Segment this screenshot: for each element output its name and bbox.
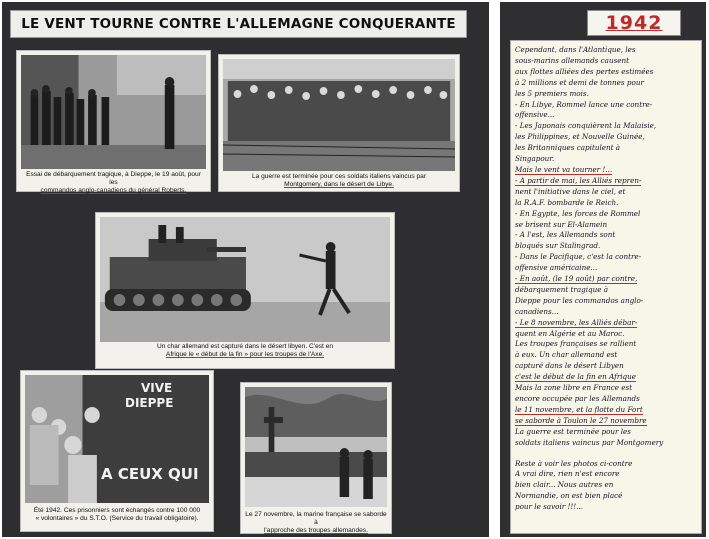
caption-line: Été 1942. Ces prisonniers sont échangés contre 100 000 [33, 507, 201, 514]
train-graffiti [101, 381, 199, 483]
note-line [515, 252, 699, 263]
note-line [515, 220, 699, 231]
note-line-text: Normandie, on est bien placé [515, 491, 623, 501]
note-line-text: - En août, (le 19 août) par contre, [515, 274, 638, 284]
graffiti-line: A CEUX QUI [101, 465, 199, 483]
note-line-text: les Britanniques capitulent à [515, 143, 621, 153]
note-line-text: aux flottes alliées des pertes estimées [515, 66, 654, 76]
note-line-text: bloqués sur Stalingrad. [515, 241, 601, 251]
note-line [515, 480, 699, 491]
note-line-text: soldats italiens vaincus par Montgomery [515, 437, 664, 447]
note-line-text: canadiens... [515, 306, 559, 316]
note-line [515, 176, 699, 187]
photo-italian-prisoners [223, 59, 455, 171]
note-line [515, 263, 699, 274]
note-line-text: offensive... [515, 110, 555, 120]
graffiti-line: VIVE [141, 381, 173, 395]
note-line-text: les Philippines, et Nouvelle Guinée, [515, 132, 645, 142]
caption-line: Afrique le « début de la fin » pour les troupes de l'Axe. [165, 351, 325, 358]
note-line [515, 361, 699, 372]
note-line-text: - Les Japonais conquièrent la Malaisie, [515, 121, 657, 131]
caption-line: Essai de débarquement tragique, à Dieppe, le 19 août, pour les [26, 171, 201, 186]
note-line-text: offensive américaine... [515, 263, 598, 273]
note-line [515, 67, 699, 78]
photo-card-captured-tank [95, 212, 395, 369]
caption-line: Le 27 novembre, la marine française se saborde à [245, 511, 387, 526]
note-line [515, 502, 699, 513]
note-line-text: - En Egypte, les forces de Rommel [515, 208, 641, 218]
note-line-text: à 2 millions et demi de tonnes pour [515, 77, 644, 87]
note-line [515, 143, 699, 154]
note-line [515, 285, 699, 296]
page-title-banner [10, 10, 467, 38]
note-line [515, 427, 699, 438]
note-line-text: Cependant, dans l'Atlantique, les [515, 45, 636, 54]
photo-caption [245, 511, 387, 535]
right-album-page [500, 2, 706, 537]
note-line [515, 438, 699, 449]
note-line [515, 449, 699, 459]
note-line-text: Mais le vent va tourner !... [515, 164, 613, 174]
graffiti-line: DIEPPE [125, 396, 174, 410]
caption-line: Montgomery, dans le désert de Libye. [284, 181, 394, 188]
note-line [515, 372, 699, 383]
note-line-text: à eux. Un char allemand est [515, 350, 618, 360]
note-line-text: - Dans le Pacifique, c'est la contre- [515, 252, 642, 262]
note-line-text: - Le 8 novembre, les Alliés débar- [515, 317, 638, 327]
note-line [515, 187, 699, 198]
note-line [515, 491, 699, 502]
note-line-text: - A l'est, les Allemands sont [515, 230, 616, 240]
note-line [515, 132, 699, 143]
note-line [515, 274, 699, 285]
photo-captured-tank [100, 217, 390, 342]
photo-card-dieppe [16, 50, 211, 192]
note-line-text: Singapour. [515, 154, 555, 164]
photo-caption [21, 171, 206, 195]
note-line [515, 121, 699, 132]
note-line [515, 241, 699, 252]
photo-prisoner-train [25, 375, 209, 503]
note-line-text: nent l'initiative dans le ciel, et [515, 186, 626, 196]
note-line [515, 350, 699, 361]
note-line-text: - A partir de mai, les Alliés repren- [515, 175, 642, 185]
note-line [515, 209, 699, 220]
note-line [515, 165, 699, 176]
caption-line: commandos anglo-canadiens du général Roberts. [40, 187, 187, 194]
note-line-text: se brisent sur El-Alamein [515, 219, 608, 229]
toulon-photo-image [245, 387, 387, 507]
page-title: LE VENT TOURNE CONTRE L'ALLEMAGNE CONQUERANTE [21, 16, 456, 32]
photo-card-prisoner-train [20, 370, 214, 532]
caption-line: La guerre est terminée pour ces soldats italiens vaincus par [251, 173, 427, 180]
prisoners-photo-image [223, 59, 455, 171]
photo-caption [100, 343, 390, 359]
note-line-text: Dieppe pour les commandos anglo- [515, 295, 644, 305]
tank-photo-image [100, 217, 390, 342]
note-line-text: sous-marins allemands causent [515, 55, 630, 65]
year-text: 1942 [605, 12, 663, 34]
note-line [515, 89, 699, 100]
note-line-text: La guerre est terminée pour les [515, 426, 631, 436]
note-line-text: le 11 novembre, et la flotte du Fort [515, 404, 643, 414]
note-line [515, 469, 699, 480]
caption-line: « volontaires » du S.T.O. (Service du travail obligatoire). [35, 515, 199, 522]
handwritten-notes-card [510, 40, 702, 534]
note-line [515, 416, 699, 427]
note-line [515, 405, 699, 416]
caption-line: l'approche des troupes allemandes. [264, 527, 368, 534]
note-line-text: encore occupée par les Allemands [515, 394, 640, 403]
note-line-text: bien clair... Nous autres en [515, 480, 614, 490]
note-line [515, 230, 699, 241]
note-line-text: débarquement tragique à [515, 284, 609, 294]
photo-toulon-scuttling [245, 387, 387, 507]
note-line-text: pour le savoir !!!... [515, 502, 584, 512]
photo-dieppe-commandos [21, 55, 206, 169]
note-line [515, 78, 699, 89]
note-line [515, 110, 699, 121]
note-line-text: Les troupes françaises se rallient [515, 339, 637, 349]
note-line [515, 459, 699, 470]
photo-card-toulon-scuttling [240, 382, 392, 534]
note-line-text: c'est le début de la fin en Afrique [515, 372, 637, 382]
note-line-text: Mais la zone libre en France est [515, 383, 633, 393]
note-line [515, 394, 699, 405]
note-line [515, 307, 699, 318]
note-line-text: les 5 premiers mois. [515, 88, 589, 98]
photo-card-italian-prisoners [218, 54, 460, 192]
note-line [515, 296, 699, 307]
caption-line: Un char allemand est capturé dans le désert libyen. C'est en [156, 343, 334, 350]
note-line [515, 154, 699, 165]
year-label [587, 10, 681, 36]
handwritten-notes [515, 45, 699, 531]
note-line [515, 56, 699, 67]
note-line [515, 383, 699, 394]
dieppe-photo-image [21, 55, 206, 169]
left-album-page [2, 2, 489, 537]
note-line [515, 318, 699, 329]
note-line [515, 198, 699, 209]
photo-caption [25, 507, 209, 523]
note-line [515, 45, 699, 56]
photo-caption [223, 173, 455, 189]
note-line-text: A vrai dire, rien n'est encore [515, 469, 620, 479]
note-line [515, 100, 699, 111]
note-line-text: Reste à voir les photos ci-contre [515, 458, 633, 468]
note-line-text: capturé dans le désert Libyen [515, 361, 624, 371]
note-line-text: la R.A.F. bombarde le Reich. [515, 197, 619, 207]
note-line-text: se saborde à Toulon le 27 novembre [515, 415, 647, 425]
note-line [515, 339, 699, 350]
note-line [515, 329, 699, 340]
note-line-text: quent en Algérie et au Maroc. [515, 328, 625, 338]
note-line-text: - En Libye, Rommel lance une contre- [515, 99, 653, 109]
